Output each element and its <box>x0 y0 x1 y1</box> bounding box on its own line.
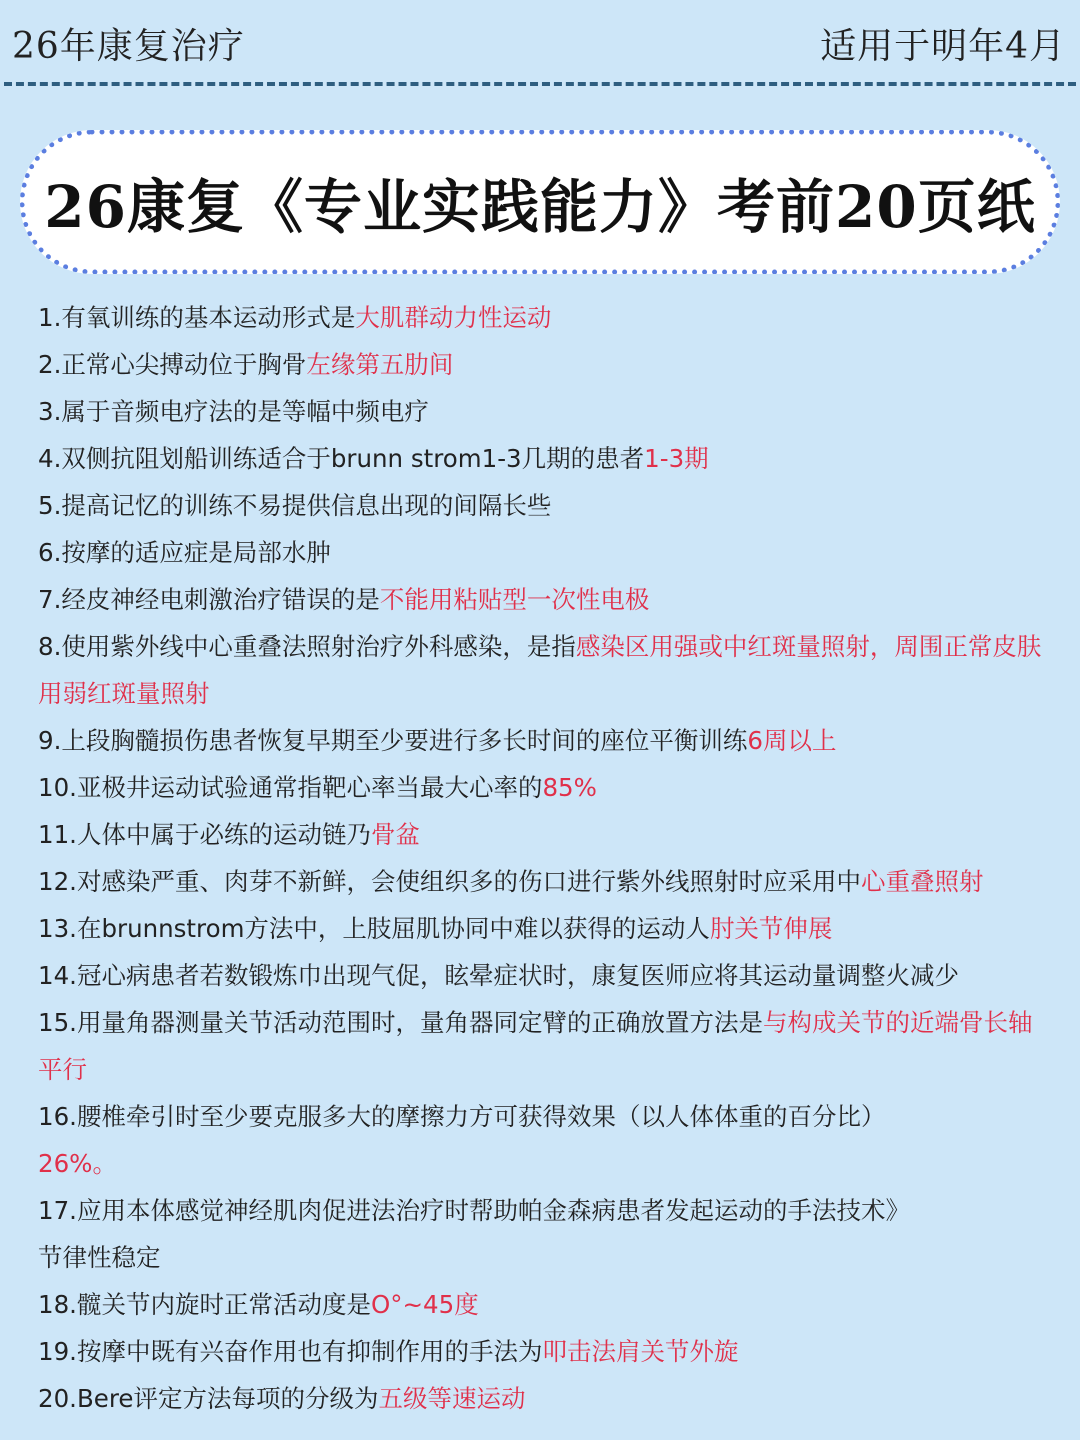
list-item <box>38 341 1048 388</box>
item-question: 8.使用紫外线中心重叠法照射治疗外科感染，是指 <box>38 632 576 661</box>
item-question: 17.应用本体感觉神经肌肉促进法治疗时帮助帕金森病患者发起运动的手法技术》 <box>38 1196 910 1225</box>
item-question: 7.经皮神经电刺激治疗错误的是 <box>38 585 380 614</box>
list-item <box>38 529 1048 576</box>
list-item <box>38 435 1048 482</box>
item-question: 5.提高记忆的训练不易提供信息出现的间隔长些 <box>38 491 552 520</box>
list-item <box>38 1328 1048 1375</box>
list-item <box>38 1187 1048 1281</box>
item-answer: 五级等速运动 <box>378 1384 526 1413</box>
page-title: 26康复《专业实践能力》考前20页纸 <box>44 173 1036 241</box>
list-item <box>38 1093 1048 1187</box>
item-question: 20.Bere评定方法每项的分级为 <box>38 1384 379 1413</box>
item-question: 9.上段胸髓损伤患者恢复早期至少要进行多长时间的座位平衡训练 <box>38 726 748 755</box>
header-right-label: 适用于明年4月 <box>820 26 1066 67</box>
item-question: 2.正常心尖搏动位于胸骨 <box>38 350 307 379</box>
item-answer: 1-3期 <box>644 444 709 473</box>
item-question: 11.人体中属于必练的运动链乃 <box>38 820 371 849</box>
item-question: 14.冠心病患者若数锻炼巾出现气促，眩晕症状时，康复医师应将其运动量调整火减少 <box>38 961 959 990</box>
list-item <box>38 482 1048 529</box>
list-item <box>38 858 1048 905</box>
item-answer: O°~45度 <box>370 1290 479 1319</box>
item-answer: 不能用粘贴型一次性电极 <box>379 585 650 614</box>
list-item <box>38 764 1048 811</box>
item-question: 6.按摩的适应症是局部水肿 <box>38 538 331 567</box>
item-question: 12.对感染严重、肉芽不新鲜，会使组织多的伤口进行紫外线照射时应采用中 <box>38 867 861 896</box>
list-item <box>38 388 1048 435</box>
item-question: 4.双侧抗阻划船训练适合于brunn strom1-3几期的患者 <box>38 444 645 473</box>
item-question: 16.腰椎牵引时至少要克服多大的摩擦力方可获得效果（以人体体重的百分比） <box>38 1102 886 1131</box>
item-question: 1.有氧训练的基本运动形式是 <box>38 303 356 332</box>
item-answer: 左缘第五肋间 <box>306 350 454 379</box>
list-item <box>38 952 1048 999</box>
item-question: 15.用量角器测量关节活动范围时，量角器同定臂的正确放置方法是 <box>38 1008 763 1037</box>
list-item <box>38 905 1048 952</box>
header <box>0 0 1080 84</box>
list-item <box>38 999 1048 1093</box>
item-question: 3.属于音频电疗法的是等幅中频电疗 <box>38 397 429 426</box>
item-answer: 肘关节伸展 <box>709 914 833 943</box>
item-answer: 85% <box>542 773 597 802</box>
question-list <box>38 294 1048 1422</box>
item-answer: 6周以上 <box>747 726 837 755</box>
item-answer: 叩击法肩关节外旋 <box>542 1337 739 1366</box>
item-answer: 大肌群动力性运动 <box>355 303 552 332</box>
title-banner <box>20 130 1060 274</box>
item-answer: 26%。 <box>38 1149 117 1178</box>
list-item <box>38 623 1048 717</box>
list-item <box>38 717 1048 764</box>
item-question: 19.按摩中既有兴奋作用也有抑制作用的手法为 <box>38 1337 543 1366</box>
list-item <box>38 811 1048 858</box>
list-item <box>38 1375 1048 1422</box>
item-question: 18.髋关节内旋时正常活动度是 <box>38 1290 371 1319</box>
item-answer: 节律性稳定 <box>38 1243 161 1272</box>
header-divider <box>4 82 1076 86</box>
list-item <box>38 1281 1048 1328</box>
item-question: 13.在brunnstrom方法中，上肢屈肌协同中难以获得的运动人 <box>38 914 710 943</box>
item-answer: 心重叠照射 <box>860 867 984 896</box>
list-item <box>38 294 1048 341</box>
list-item <box>38 576 1048 623</box>
item-answer: 感染区用强或中红斑量照射，周围正常皮肤用弱红斑量照射 <box>38 632 1042 708</box>
header-left-label: 26年康复治疗 <box>12 26 245 67</box>
item-answer: 与构成关节的近端骨长轴平行 <box>38 1008 1033 1084</box>
item-answer: 骨盆 <box>370 820 420 849</box>
item-question: 10.亚极井运动试验通常指靶心率当最大心率的 <box>38 773 543 802</box>
